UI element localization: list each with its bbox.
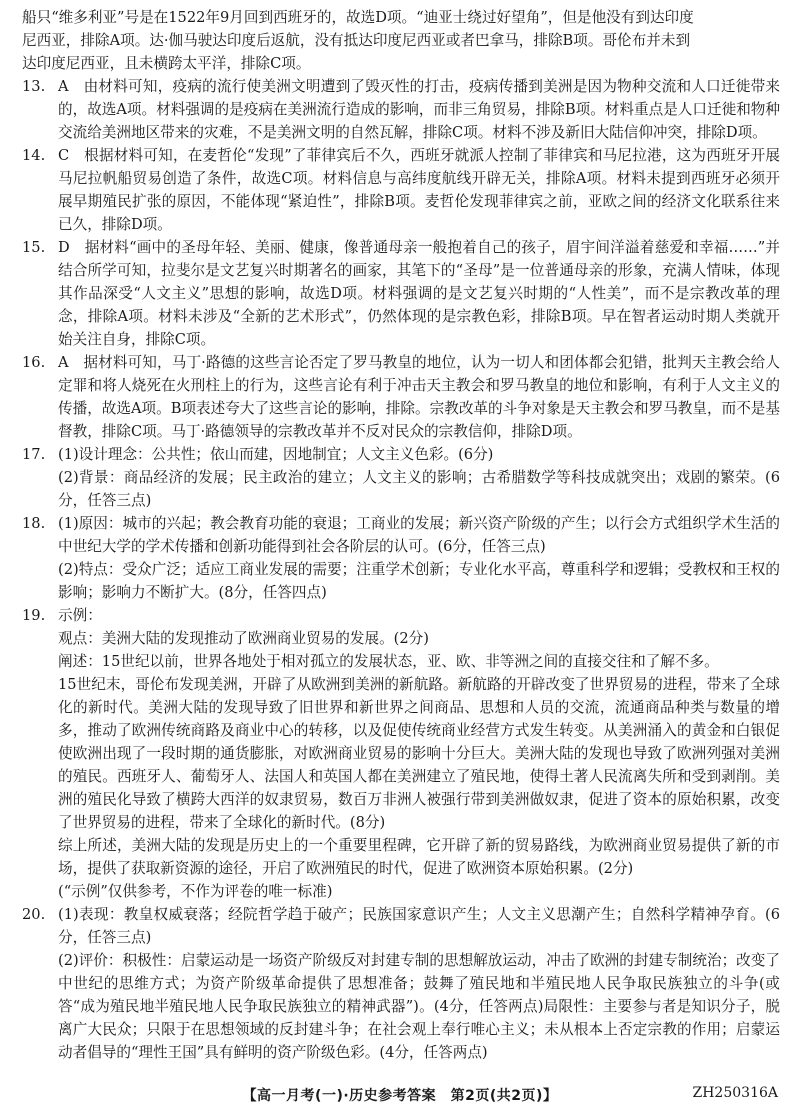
question-number: 16. bbox=[22, 354, 46, 371]
answer-text: A 据材料可知，马丁·路德的这些言论否定了罗马教皇的地位，认为一切人和团体都会犯错，批判天主教会给人定罪和将人烧死在火刑柱上的行为，这些言论有利于冲击天主教会和罗马教皇的地位和影响，有利于人文主义的传播，故选A项。B项表述夸大了这些言论的影响，排除。宗教改革的斗争对象是天主教会和罗马教皇，而不是基督教，排除C项。马丁·路德领导的宗教改革并不反对民众的宗教信仰，排除D项。 bbox=[58, 354, 780, 440]
q19-note bbox=[22, 880, 780, 903]
viewpoint-text: 观点：美洲大陆的发现推动了欧洲商业贸易的发展。(2分) bbox=[58, 630, 429, 647]
answer-part-2: (2)特点：受众广泛；适应工商业发展的需要；注重学术创新；专业化水平高，尊重科学和逻辑；受教权和王权的影响；影响力不断扩大。(8分，任答四点) bbox=[58, 561, 780, 601]
question-number: 14. bbox=[22, 147, 46, 164]
elaborate-text: 阐述：15世纪以前，世界各地处于相对孤立的发展状态，亚、欧、非等洲之间的直接交往和了解不多。 bbox=[58, 653, 719, 670]
note-text: (“示例”仅供参考，不作为评卷的唯一标准) bbox=[58, 883, 333, 900]
question-20 bbox=[22, 903, 780, 949]
question-number: 20. bbox=[22, 906, 46, 923]
question-number: 13. bbox=[22, 78, 46, 95]
q19-conclusion bbox=[22, 834, 780, 880]
question-number: 18. bbox=[22, 515, 46, 532]
example-label: 示例： bbox=[58, 607, 102, 624]
intro-line: 达印度尼西亚，且未横跨太平洋，排除C项。 bbox=[22, 55, 311, 72]
page-footer bbox=[0, 1085, 800, 1109]
question-16 bbox=[22, 351, 780, 443]
answer-content bbox=[22, 6, 780, 1064]
question-17-part-2 bbox=[22, 466, 780, 512]
intro-line: 尼西亚，排除A项。达·伽马驶达印度后返航，没有抵达印度尼西亚或者巴拿马，排除B项。哥伦布并未到 bbox=[22, 32, 691, 49]
body-text: 15世纪末，哥伦布发现美洲，开辟了从欧洲到美洲的新航路。新航路的开辟改变了世界贸易的进程，带来了全球化的新时代。美洲大陆的发现导致了旧世界和新世界之间商品、思想和人员的交流，流通商品种类与数量的增多，推动了欧洲传统商路及商业中心的转移，以及促使传统商业经营方式发生转变。从美洲涌入的黄金和白银促使欧洲出现了一段时期的通货膨胀，对欧洲商业贸易的影响十分巨大。美洲大陆的发现也导致了欧洲列强对美洲的殖民。西班牙人、葡萄牙人、法国人和英国人都在美洲建立了殖民地，使得土著人民流离失所和受到剥削。美洲的殖民化导致了横跨大西洋的奴隶贸易，数百万非洲人被强行带到美洲做奴隶，促进了资本的原始积累，改变了世界贸易的进程，带来了全球化的新时代。(8分) bbox=[58, 676, 780, 831]
question-20-part-2 bbox=[22, 949, 780, 1064]
question-number: 15. bbox=[22, 239, 46, 256]
answer-part-1: (1)表现：教皇权威衰落；经院哲学趋于破产；民族国家意识产生；人文主义思潮产生；自然科学精神孕育。(6分，任答三点) bbox=[58, 906, 780, 946]
question-17 bbox=[22, 443, 780, 466]
q19-body bbox=[22, 673, 780, 834]
answer-text: A 由材料可知，疫病的流行使美洲文明遭到了毁灭性的打击，疫病传播到美洲是因为物种交流和人口迁徙带来的，故选A项。材料强调的是疫病在美洲流行造成的影响，而非三角贸易，排除B项。材料重点是人口迁徙和物种交流给美洲地区带来的灾难，不是美洲文明的自然瓦解，排除C项。材料不涉及新旧大陆信仰冲突，排除D项。 bbox=[58, 78, 780, 141]
question-number: 17. bbox=[22, 446, 46, 463]
question-13 bbox=[22, 75, 780, 144]
intro-line: 船只“维多利亚”号是在1522年9月回到西班牙的，故选D项。“迪亚士绕过好望角”，但是他没有到达印度 bbox=[22, 9, 694, 26]
question-18-part-2 bbox=[22, 558, 780, 604]
q19-viewpoint bbox=[22, 627, 780, 650]
footer-title: 【高一月考(一)·历史参考答案 第2页(共2页)】 bbox=[242, 1088, 558, 1104]
answer-part-2: (2)评价：积极性：启蒙运动是一场资产阶级反对封建专制的思想解放运动，冲击了欧洲的封建专制统治；改变了中世纪的思维方式；为资产阶级革命提供了思想准备；鼓舞了殖民地和半殖民地人民争取民族独立的斗争(或答“成为殖民地半殖民地人民争取民族独立的精神武器”)。(4分，任答两点)局限性：主要参与者是知识分子，脱离广大民众；只限于在思想领域的反封建斗争；在社会观上奉行唯心主义；未从根本上否定宗教的作用；启蒙运动者倡导的“理性王国”具有鲜明的资产阶级色彩。(4分，任答两点) bbox=[58, 952, 780, 1061]
question-18 bbox=[22, 512, 780, 558]
question-19 bbox=[22, 604, 780, 627]
answer-part-2: (2)背景：商品经济的发展；民主政治的建立；人文主义的影响；古希腊数学等科技成就突出；戏剧的繁荣。(6分，任答三点) bbox=[58, 469, 780, 509]
question-15 bbox=[22, 236, 780, 351]
answer-text: C 根据材料可知，在麦哲伦“发现”了菲律宾后不久，西班牙就派人控制了菲律宾和马尼拉港，这为西班牙开展马尼拉帆船贸易创造了条件，故选C项。材料信息与高纬度航线开辟无关，排除A项。材料未提到西班牙必须开展早期殖民扩张的原因，不能体现“紧迫性”，排除B项。麦哲伦发现菲律宾之前，亚欧之间的经济文化联系往来已久，排除D项。 bbox=[58, 147, 780, 233]
conclusion-text: 综上所述，美洲大陆的发现是历史上的一个重要里程碑，它开辟了新的贸易路线，为欧洲商业贸易提供了新的市场，提供了获取新资源的途径，开启了欧洲殖民的时代，促进了欧洲资本原始积累。(2分) bbox=[58, 837, 780, 877]
answer-text: D 据材料“画中的圣母年轻、美丽、健康，像普通母亲一般抱着自己的孩子，眉宇间洋溢着慈爱和幸福……”并结合所学可知，拉斐尔是文艺复兴时期著名的画家，其笔下的“圣母”是一位普通母亲的形象，充满人情味，体现其作品深受“人文主义”思想的影响，故选D项。材料强调的是文艺复兴时期的“人性美”，而不是宗教改革的理念，排除A项。材料未涉及“全新的艺术形式”，仍然体现的是宗教色彩，排除B项。早在智者运动时期人类就开始关注自身，排除C项。 bbox=[58, 239, 780, 348]
footer-code: ZH250316A bbox=[692, 1085, 778, 1101]
q19-elaborate bbox=[22, 650, 780, 673]
question-number: 19. bbox=[22, 607, 46, 624]
answer-part-1: (1)原因：城市的兴起；教会教育功能的衰退；工商业的发展；新兴资产阶级的产生；以行会方式组织学术生活的中世纪大学的学术传播和创新功能得到社会各阶层的认可。(6分，任答三点) bbox=[58, 515, 780, 555]
question-14 bbox=[22, 144, 780, 236]
answer-part-1: (1)设计理念：公共性；依山而建，因地制宜；人文主义色彩。(6分) bbox=[58, 446, 494, 463]
intro-continuation bbox=[22, 6, 780, 75]
